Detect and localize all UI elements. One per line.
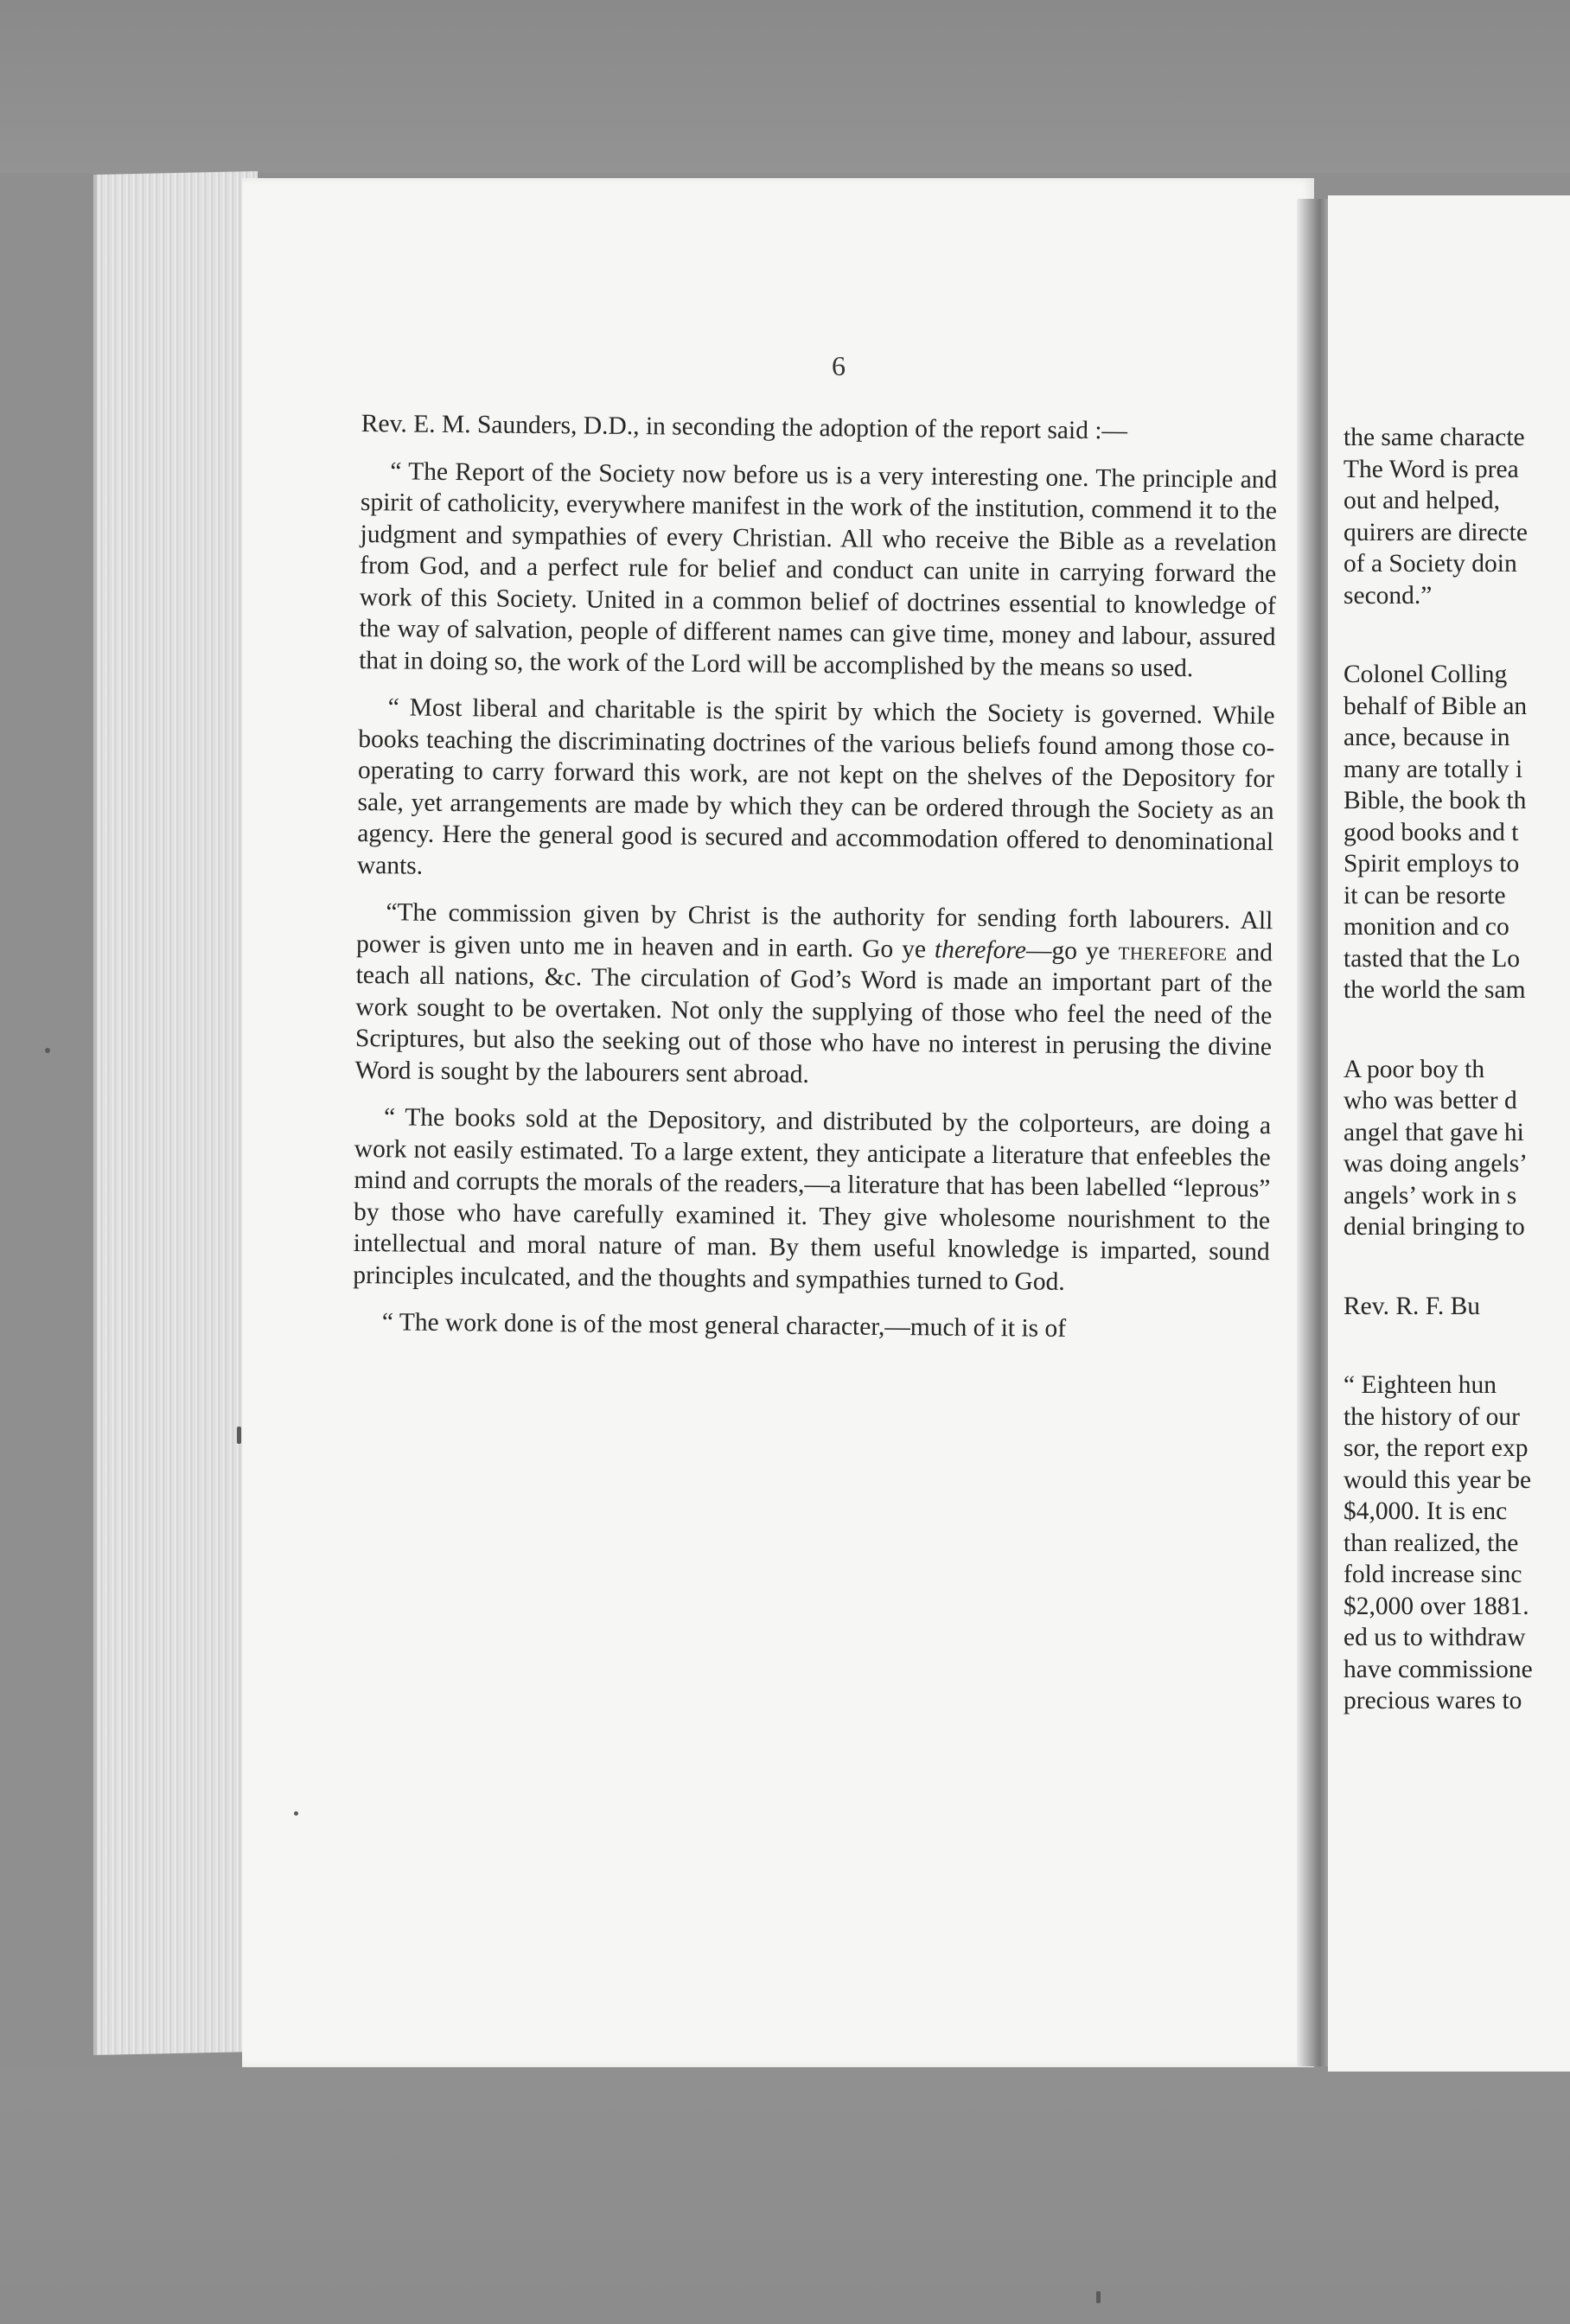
right-page-gap [1343,1243,1570,1291]
right-page-gap [1343,1006,1570,1054]
paragraph-3 [354,897,1273,1095]
right-page-line: behalf of Bible an [1343,692,1528,720]
right-page-line: The Word is prea [1343,455,1519,483]
paragraph-3-middle: —go ye [1025,935,1119,965]
right-page-line: Rev. R. F. Bu [1343,1292,1481,1320]
paragraph-4: “ The books sold at the Depository, and distributed by the colporteurs, are doing a work not easily estimated. To a large extent, they anticipate a literature that enfeebles the mind and corrupts the morals of the readers,—a literature that has been labelled “leprous” by those who have carefully examined it. They give wholesome nourishment to the intellectual and moral nature of man. By them useful knowledge is imparted, sound principles inculcated, and the thoughts and sympathies turned to God. [353,1103,1272,1296]
scan-speck [237,1427,241,1444]
right-page-line: ance, because in [1343,724,1510,751]
right-page-line: Bible, the book th [1343,787,1527,814]
right-page-line: it can be resorte [1343,881,1506,910]
right-page-line: out and helped, [1343,487,1501,514]
right-page-line: Colonel Colling [1343,661,1508,688]
right-page-line: precious wares to [1343,1687,1522,1714]
right-page-line: the same characte [1343,424,1525,451]
right-page-line: $2,000 over 1881. [1343,1592,1529,1620]
scan-backdrop-bottom [0,2066,1570,2324]
right-page-gap [1343,1322,1570,1370]
right-page-line: many are totally i [1343,755,1523,783]
right-page-line: denial bringing to [1343,1213,1525,1241]
right-page-line: angel that gave hi [1343,1118,1524,1146]
right-page-line: monition and co [1343,913,1509,941]
right-page-line: “ Eighteen hun [1343,1371,1497,1399]
right-page-line: angels’ work in s [1343,1181,1517,1210]
right-page-line: would this year be [1343,1465,1532,1494]
right-page-line: was doing angels’ [1343,1150,1529,1178]
paragraph-5: “ The work done is of the most general character,—much of it is of [381,1308,1067,1343]
right-page-line: the history of our [1343,1402,1521,1431]
right-page-line: than realized, the [1343,1529,1519,1557]
paragraph-2: “ Most liberal and charitable is the spirit by which the Society is governed. While books teaching the discriminating doctrines of the various beliefs found among those co-operating to carry forward this work, are not kept on the shelves of the Depository for sale, yet arrangements are made by which they can be ordered through the Society as an agency. Here the general good is secured and accommodation offered to denominational wants. [356,693,1275,880]
right-page-line: Spirit employs to [1343,850,1520,878]
paragraph-1: “ The Report of the Society now before us is a very interesting one. The principle and spirit of catholicity, everywhere manifest in the work of the institution, commend it to the judgment and sympathies of every Christian. All who receive the Bible as a revelation from God, and a perfect rule for belief and conduct can unite in carrying forward the work of this Society. United in a common belief of doctrines essential to knowledge of the way of salvation, people of different names can give time, money and labour, assured that in doing so, the work of the Lord will be accomplished by the means so used. [359,456,1278,682]
right-page-gap [1343,611,1570,659]
page-number: 6 [832,350,846,381]
scan-backdrop-top [0,0,1570,173]
intro-text: , in seconding the adoption of the report said :— [633,412,1128,445]
right-page-line: ed us to withdraw [1343,1624,1526,1651]
scan-speck [45,1048,50,1053]
paragraph-3-after: and teach all nations, &c. The circulation of God’s Word is made an important part of the work sought to be overtaken. Not only the supplying of those who feel the need of the Scriptures, but also the seeking out of those who have no interest in perusing the divine Word is sought by the labourers sent abroad. [354,938,1273,1089]
scan-speck [294,1811,298,1816]
speaker-name: Rev. E. M. Saunders, D.D. [361,409,634,441]
paragraph-3-italic: therefore [934,935,1027,964]
right-page-line: the world the sam [1343,976,1526,1004]
right-page-line: second.” [1343,581,1433,610]
left-page-text [353,408,1278,1363]
book-page-edges [93,171,258,2055]
paragraph-3-before: “The commission given by Christ is the authority for sending forth labourers. All power is given unto me in heaven and in earth. Go ye [355,898,1273,963]
right-page-line: quirers are directe [1343,518,1528,546]
right-page-line: sor, the report exp [1343,1434,1529,1462]
right-page-text [1343,422,1570,1717]
right-page-line: tasted that the Lo [1343,944,1520,973]
right-page-line: A poor boy th [1343,1055,1485,1083]
right-page-line: good books and t [1343,818,1519,846]
right-page-line: fold increase sinc [1343,1561,1522,1588]
right-page-line: $4,000. It is enc [1343,1497,1508,1525]
right-page-line: of a Society doin [1343,550,1517,578]
paragraph-3-caps: therefore [1118,936,1228,967]
right-page-line: have commissione [1343,1655,1533,1683]
right-page-line: who was better d [1343,1087,1517,1114]
scan-speck [1096,2291,1101,2303]
